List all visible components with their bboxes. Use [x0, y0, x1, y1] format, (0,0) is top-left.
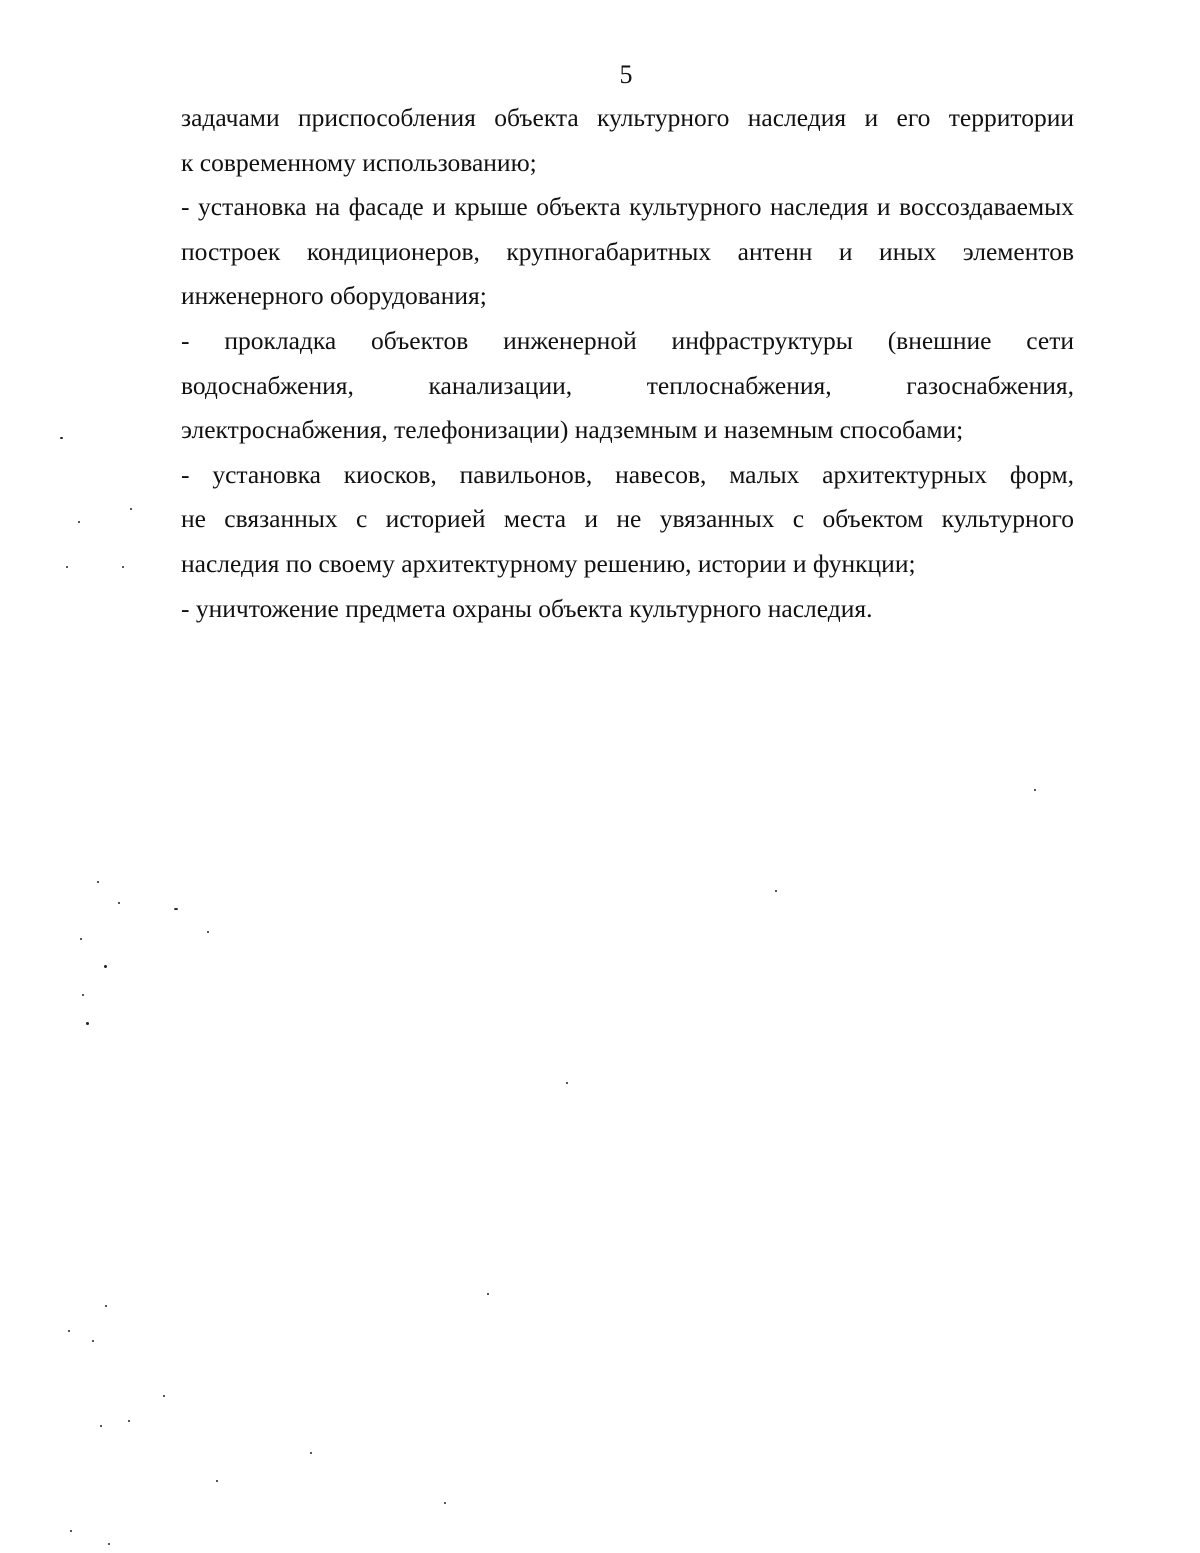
scan-speck	[60, 437, 63, 439]
document-body	[181, 96, 1074, 631]
text-line: построек кондиционеров, крупногабаритных антенн и иных элементов	[181, 236, 1074, 266]
scan-speck	[775, 890, 777, 892]
scan-speck	[566, 1082, 568, 1084]
scan-speck	[105, 1305, 107, 1307]
scan-speck	[104, 965, 107, 968]
scan-speck	[130, 508, 132, 510]
text-line: - уничтожение предмета охраны объекта культурного наследия.	[181, 593, 873, 623]
scan-speck	[86, 1022, 89, 1025]
scan-speck	[444, 1502, 446, 1504]
scan-speck	[163, 1395, 165, 1397]
scan-speck	[82, 994, 84, 996]
scan-speck	[92, 1340, 94, 1342]
text-line: задачами приспособления объекта культурного наследия и его территории	[181, 103, 1074, 132]
paragraph-continuation	[181, 96, 1074, 185]
text-line: инженерного оборудования;	[181, 281, 487, 311]
scan-speck	[78, 521, 80, 523]
list-item-facade-installation	[181, 185, 1074, 319]
scan-speck	[100, 1425, 102, 1427]
text-line: к современному использованию;	[181, 147, 537, 177]
text-line: электроснабжения, телефонизации) надземным и наземным способами;	[181, 415, 964, 445]
scan-speck	[1034, 789, 1036, 791]
scan-speck	[487, 1293, 489, 1295]
text-line: - установка на фасаде и крыше объекта культурного наследия и воссоздаваемых	[181, 192, 1074, 222]
text-line: наследия по своему архитектурному решению, истории и функции;	[181, 548, 916, 578]
list-item-kiosks	[181, 453, 1074, 587]
text-line: не связанных с историей места и не увязанных с объектом культурного	[181, 504, 1074, 534]
scan-speck	[80, 938, 82, 940]
scan-speck	[128, 1420, 130, 1422]
text-line: - установка киосков, павильонов, навесов, малых архитектурных форм,	[181, 459, 1074, 489]
scan-speck	[207, 931, 209, 933]
text-line: - прокладка объектов инженерной инфраструктуры (внешние сети	[181, 325, 1074, 355]
scan-speck	[68, 1330, 70, 1332]
scan-speck	[122, 566, 124, 568]
scan-speck	[66, 566, 68, 568]
scan-speck	[97, 881, 99, 883]
list-item-infrastructure	[181, 319, 1074, 453]
scan-speck	[310, 1452, 312, 1454]
text-line: водоснабжения, канализации, теплоснабжения, газоснабжения,	[181, 370, 1074, 400]
page-number: 5	[619, 60, 633, 89]
scan-speck	[70, 1530, 72, 1532]
list-item-destruction	[181, 587, 1074, 632]
scan-speck	[118, 902, 120, 904]
scan-speck	[174, 908, 178, 910]
scan-speck	[108, 1543, 110, 1545]
scan-speck	[216, 1480, 218, 1482]
